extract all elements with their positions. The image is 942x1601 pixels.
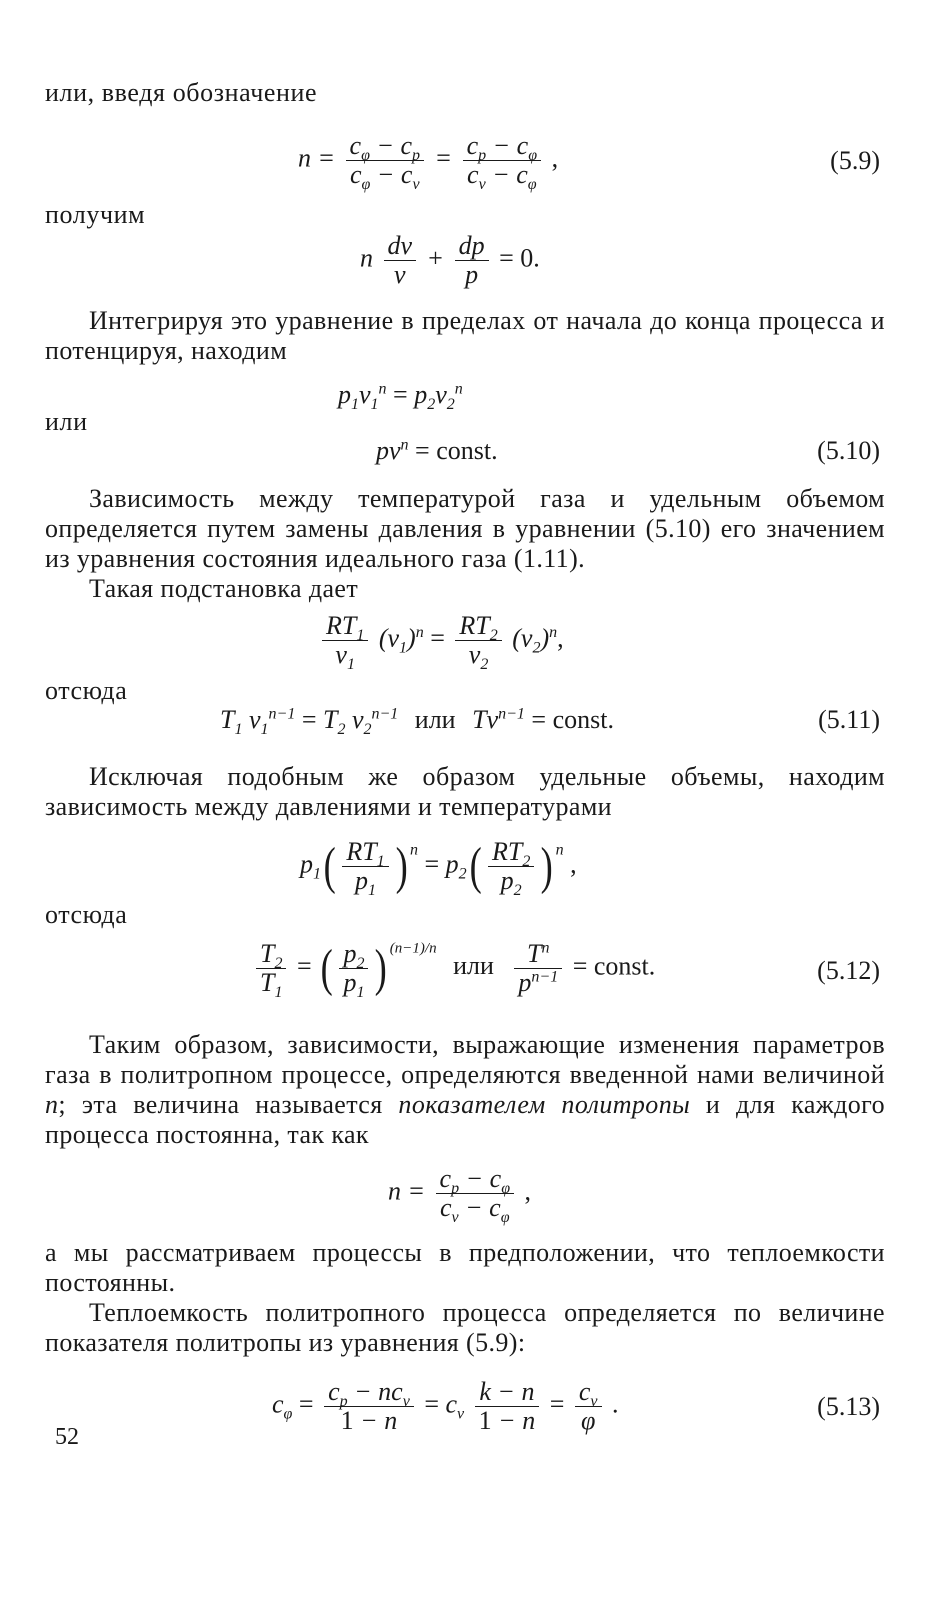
paragraph-text: а мы рассматриваем процессы в предположении, что теплоемкости постоянны. (45, 1238, 885, 1297)
text-line: отсюда (45, 676, 128, 705)
fraction: $\frac{p_2}{p_1}$ (339, 940, 368, 997)
paragraph (45, 484, 885, 604)
equation-number: (5.11) (818, 705, 880, 734)
fraction: $\frac{RT_2}{v_2}$ (455, 612, 501, 669)
equation-number: (5.13) (817, 1392, 880, 1421)
paragraph (45, 306, 885, 366)
fraction: $\frac{c_p - nc_v}{1 - n}$ (324, 1378, 414, 1435)
fraction: $\frac{RT_1}{v_1}$ (322, 612, 368, 669)
fraction: $\frac{c_p - c_\varphi}{c_v - c_\varphi}$ (463, 132, 542, 189)
fraction: $\frac{c_\varphi - c_p}{c_\varphi - c_v}$ (346, 132, 425, 189)
formula-5-11: $T_1$ $v_1^{n-1} = T_2$ $v_2^{n-1}$ или $Tv^{n-1}$ = const. (220, 705, 614, 739)
fraction: $\frac{T_2}{T_1}$ (256, 940, 286, 997)
paragraph-part: Таким образом, зависимости, выражающие изменения параметров газа в политропном процессе, определяются введенной нами величиной (45, 1030, 885, 1089)
page-number: 52 (55, 1424, 79, 1450)
paragraph-text: Исключая подобным же образом удельные объемы, находим зависимость между давлениями и температурами (45, 762, 885, 821)
formula-5-10: $pv^n$ = const. (376, 436, 498, 465)
fraction: $\frac{c_v}{\varphi}$ (575, 1378, 602, 1435)
fraction: $\frac{RT_1}{p_1}$ (342, 838, 388, 895)
fraction: $\frac{c_p - c_\varphi}{c_v - c_\varphi}$ (436, 1165, 515, 1222)
equation-number: (5.12) (817, 956, 880, 985)
formula-differential: n $\frac{dv}{v}$ + $\frac{dp}{p}$ = 0. (360, 231, 540, 289)
paragraph-text: Интегрируя это уравнение в пределах от начала до конца процесса и потенцируя, находим (45, 306, 885, 365)
equation-number: (5.10) (817, 436, 880, 465)
text-line: или (45, 407, 88, 436)
formula-5-9: n = $\frac{c_\varphi - c_p}{c_\varphi - c_v}$ = $\frac{c_p - c_\varphi}{c_v - c_\varphi}$ , (298, 131, 559, 194)
paragraph (45, 1238, 885, 1358)
paragraph (45, 762, 885, 822)
text-line: или, введя обозначение (45, 78, 318, 107)
paragraph-text: Такая подстановка дает (89, 574, 359, 603)
paragraph-text: Зависимость между температурой газа и удельным объемом определяется путем замены давления в уравнении (5.10) его значением из уравнения состояния идеального газа (1.11). (45, 484, 885, 573)
paragraph-part: и для каждого процесса постоянна, так как (45, 1090, 885, 1149)
equation-number: (5.9) (830, 146, 880, 175)
fraction: $\frac{RT_2}{p_2}$ (488, 838, 534, 895)
paragraph-text (45, 1030, 885, 1150)
paragraph-part: ; эта величина называется (58, 1090, 399, 1119)
formula-5-12: $\frac{T_2}{T_1}$ = ( $\frac{p_2}{p_1}$ ) $^{(n-1)/n}$ или $\frac{T^n}{p^{n-1}}$ = const. (252, 940, 655, 997)
text-line: отсюда (45, 900, 128, 929)
formula-substitution: $\frac{RT_1}{v_1}$ $(v_1)^n$ = $\frac{RT_2}{v_2}$ $(v_2)^n$, (318, 612, 564, 669)
fraction: $\frac{k - n}{1 - n}$ (475, 1378, 540, 1435)
paragraph-text: Теплоемкость политропного процесса определяется по величине показателя политропы из уравнения (5.9): (45, 1298, 885, 1357)
fraction: $\frac{dv}{v}$ (384, 232, 417, 289)
const-label: const. (436, 436, 498, 465)
formula-5-13: $c_\varphi$ = $\frac{c_p - nc_v}{1 - n}$ = $c_v$ $\frac{k - n}{1 - n}$ = $\frac{c_v}{\varphi}$ . (272, 1377, 619, 1435)
fraction: $\frac{T^n}{p^{n-1}}$ (514, 940, 562, 997)
formula-pressure: $p_1$( $\frac{RT_1}{p_1}$ ) $^n = p_2$( $\frac{RT_2}{p_2}$ ) $^n$ , (300, 837, 577, 900)
formula-p1v1: $p_1v_1^n = p_2v_2^n$ (338, 380, 463, 414)
fraction: $\frac{dp}{p}$ (455, 232, 489, 289)
text-line: получим (45, 200, 146, 229)
paragraph (45, 1030, 885, 1150)
variable-n: n (45, 1090, 59, 1119)
or-word: или (453, 951, 494, 981)
formula-n: n = $\frac{c_p - c_\varphi}{c_v - c_\varphi}$ , (388, 1164, 532, 1227)
or-word: или (414, 705, 456, 734)
term-polytropic-index: показателем политропы (398, 1090, 691, 1119)
